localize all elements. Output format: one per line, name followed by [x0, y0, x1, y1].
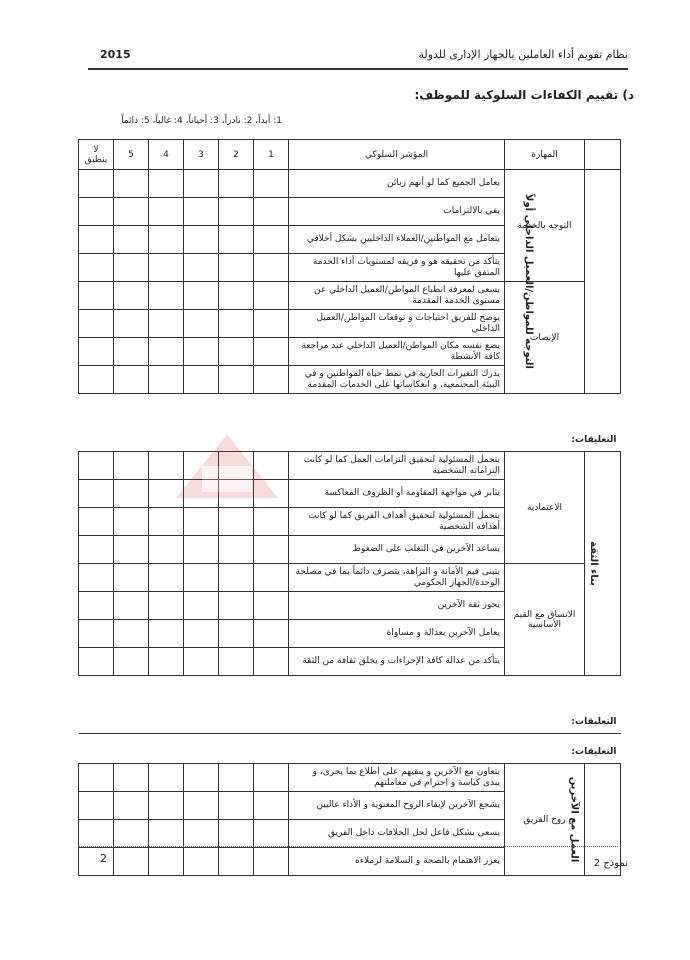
behavior-indicator: يتأكد من تحقيقه هو و فريقه لمستويات أداء الخدمة المتفق عليها	[289, 254, 505, 282]
rating-cell[interactable]	[114, 226, 149, 254]
rating-cell[interactable]	[114, 764, 149, 792]
table-header-row	[79, 140, 621, 170]
skill-cell: الإنصات	[505, 282, 585, 394]
rating-cell[interactable]	[149, 198, 184, 226]
rating-cell[interactable]	[114, 452, 149, 480]
rating-cell[interactable]	[184, 564, 219, 592]
rating-cell[interactable]	[184, 764, 219, 792]
behavior-indicator: يحوز ثقة الآخرين	[289, 592, 505, 620]
rating-cell[interactable]	[219, 648, 254, 676]
rating-cell[interactable]	[149, 792, 184, 820]
rating-cell[interactable]	[184, 536, 219, 564]
section-title: د) تقييم الكفاءات السلوكية للموظف:	[414, 88, 634, 102]
rating-cell[interactable]	[114, 592, 149, 620]
watermark-logo	[172, 432, 282, 506]
not-applicable-cell[interactable]	[79, 648, 114, 676]
not-applicable-cell[interactable]	[79, 310, 114, 338]
rating-cell[interactable]	[114, 310, 149, 338]
behavior-indicator: يسعى لمعرفة انطباع المواطن/العميل الداخلي عن مستوى الخدمة المقدمة	[289, 282, 505, 310]
not-applicable-cell[interactable]	[79, 848, 114, 876]
rating-cell[interactable]	[254, 338, 289, 366]
not-applicable-cell[interactable]	[79, 564, 114, 592]
rating-cell[interactable]	[254, 198, 289, 226]
not-applicable-cell[interactable]	[79, 226, 114, 254]
not-applicable-cell[interactable]	[79, 764, 114, 792]
rating-cell[interactable]	[219, 310, 254, 338]
skill-cell: الاعتمادية	[505, 452, 585, 564]
rating-cell[interactable]	[149, 620, 184, 648]
rating-cell[interactable]	[219, 226, 254, 254]
rating-3-header: 3	[184, 140, 219, 170]
rating-cell[interactable]	[219, 620, 254, 648]
rating-cell[interactable]	[184, 226, 219, 254]
behavior-indicator: يعامل الجميع كما لو أنهم زبائن	[289, 170, 505, 198]
rating-cell[interactable]	[184, 848, 219, 876]
rating-cell[interactable]	[184, 366, 219, 394]
rating-cell[interactable]	[149, 226, 184, 254]
rating-cell[interactable]	[184, 820, 219, 848]
not-applicable-cell[interactable]	[79, 508, 114, 536]
rating-cell[interactable]	[254, 536, 289, 564]
not-applicable-cell[interactable]	[79, 536, 114, 564]
rating-cell[interactable]	[254, 226, 289, 254]
rating-cell[interactable]	[114, 536, 149, 564]
rating-cell[interactable]	[184, 170, 219, 198]
rating-cell[interactable]	[114, 820, 149, 848]
rating-cell[interactable]	[219, 820, 254, 848]
competency-area-label: بناء الثقة	[588, 541, 600, 586]
rating-cell[interactable]	[254, 620, 289, 648]
rating-cell[interactable]	[114, 338, 149, 366]
indicator-row	[79, 564, 621, 592]
not-applicable-cell[interactable]	[79, 338, 114, 366]
rating-cell[interactable]	[149, 592, 184, 620]
rating-cell[interactable]	[114, 366, 149, 394]
rating-cell[interactable]	[114, 170, 149, 198]
rating-cell[interactable]	[254, 254, 289, 282]
skill-cell: روح الفريق	[505, 764, 585, 876]
rating-cell[interactable]	[184, 592, 219, 620]
competency-area-label: التوجه للمواطن/العميل الداخلي أولاً	[523, 194, 535, 369]
rating-cell[interactable]	[219, 764, 254, 792]
comments-row[interactable]	[79, 676, 621, 734]
not-applicable-cell[interactable]	[79, 282, 114, 310]
rating-cell[interactable]	[254, 648, 289, 676]
indicator-header: المؤشر السلوكي	[289, 140, 505, 170]
behavior-indicator: يشجع الآخرين لإبقاء الروح المعنوية و الأداء عاليين	[289, 792, 505, 820]
indicator-row	[79, 452, 621, 480]
page-header	[88, 46, 628, 70]
rating-cell[interactable]	[149, 764, 184, 792]
rating-cell[interactable]	[114, 508, 149, 536]
competency-table	[78, 139, 621, 876]
rating-cell[interactable]	[149, 254, 184, 282]
rating-cell[interactable]	[149, 282, 184, 310]
rating-cell[interactable]	[254, 366, 289, 394]
header-year: 2015	[100, 48, 131, 61]
indicator-row	[79, 282, 621, 310]
rating-5-header: 5	[114, 140, 149, 170]
indicator-row	[79, 170, 621, 198]
rating-cell[interactable]	[149, 170, 184, 198]
rating-cell[interactable]	[184, 198, 219, 226]
behavior-indicator: يوضح للفريق احتياجات و توقعات المواطن/العميل الداخلي	[289, 310, 505, 338]
rating-cell[interactable]	[219, 198, 254, 226]
rating-cell[interactable]	[149, 310, 184, 338]
rating-cell[interactable]	[219, 564, 254, 592]
rating-cell[interactable]	[149, 508, 184, 536]
document-title: نظام تقويم أداء العاملين بالجهاز الإدارى للدولة	[418, 48, 628, 61]
behavior-indicator: يساعد الآخرين في التغلب على الضغوط	[289, 536, 505, 564]
not-applicable-header: لا ينطبق	[79, 140, 114, 170]
behavior-indicator: يتعاون مع الآخرين و يبقيهم على اطلاع بما يجرى، و يبدى كياسة و احترام في معاملتهم	[289, 764, 505, 792]
rating-cell[interactable]	[114, 848, 149, 876]
competency-area-label: العمل مع الآخرين	[567, 776, 579, 863]
rating-cell[interactable]	[254, 564, 289, 592]
rating-cell[interactable]	[254, 820, 289, 848]
rating-cell[interactable]	[254, 170, 289, 198]
page-number: 2	[100, 852, 107, 865]
not-applicable-cell[interactable]	[79, 592, 114, 620]
rating-cell[interactable]	[184, 648, 219, 676]
rating-cell[interactable]	[114, 282, 149, 310]
rating-cell[interactable]	[149, 338, 184, 366]
behavior-indicator: يتحمل المسئولية لتحقيق التزامات العمل كما لو كانت التزاماته الشخصية	[289, 452, 505, 480]
behavior-indicator: يعامل الآخرين بعدالة و مساواة	[289, 620, 505, 648]
rating-cell[interactable]	[184, 508, 219, 536]
skill-header: المهارة	[505, 140, 585, 170]
comments-row[interactable]	[79, 394, 621, 452]
not-applicable-cell[interactable]	[79, 254, 114, 282]
rating-1-header: 1	[254, 140, 289, 170]
rating-cell[interactable]	[254, 508, 289, 536]
rating-cell[interactable]	[254, 592, 289, 620]
not-applicable-cell[interactable]	[79, 480, 114, 508]
rating-cell[interactable]	[219, 170, 254, 198]
behavior-indicator: يتحمل المسئولية لتحقيق أهداف الفريق كما لو كانت أهدافه الشخصية	[289, 508, 505, 536]
rating-cell[interactable]	[184, 338, 219, 366]
rating-cell[interactable]	[219, 366, 254, 394]
not-applicable-cell[interactable]	[79, 198, 114, 226]
rating-cell[interactable]	[114, 198, 149, 226]
rating-cell[interactable]	[149, 564, 184, 592]
not-applicable-cell[interactable]	[79, 170, 114, 198]
comments-label: التعليقات:	[79, 394, 621, 452]
rating-cell[interactable]	[149, 820, 184, 848]
rating-cell[interactable]	[219, 254, 254, 282]
rating-cell[interactable]	[114, 648, 149, 676]
rating-scale-legend: 1: أبداً، 2: نادراً، 3: أحياناً، 4: غالباً، 5: دائماً	[121, 116, 282, 126]
not-applicable-cell[interactable]	[79, 820, 114, 848]
skill-cell: التوجه بالخدمة	[505, 170, 585, 282]
rating-cell[interactable]	[219, 282, 254, 310]
comments-label: التعليقات:	[79, 676, 621, 734]
rating-cell[interactable]	[114, 620, 149, 648]
behavior-indicator: يتعامل مع المواطنين/العملاء الداخليين بشكل أخلاقي	[289, 226, 505, 254]
rating-cell[interactable]	[219, 338, 254, 366]
rating-cell[interactable]	[254, 282, 289, 310]
rating-cell[interactable]	[184, 792, 219, 820]
behavior-indicator: يتأكد من عدالة كافة الإجراءات و يخلق ثقافة من الثقة	[289, 648, 505, 676]
rating-cell[interactable]	[254, 848, 289, 876]
not-applicable-cell[interactable]	[79, 620, 114, 648]
model-label: نموذج 2	[593, 858, 628, 869]
rating-cell[interactable]	[219, 508, 254, 536]
not-applicable-cell[interactable]	[79, 792, 114, 820]
rating-cell[interactable]	[184, 282, 219, 310]
not-applicable-cell[interactable]	[79, 452, 114, 480]
rating-cell[interactable]	[254, 764, 289, 792]
rating-cell[interactable]	[114, 564, 149, 592]
behavior-indicator: يدرك التغيرات الجارية في نمط حياة المواطنين و في البيئة المجتمعية، و انعكاساتها على الخدمات المقدمة	[289, 366, 505, 394]
rating-cell[interactable]	[254, 310, 289, 338]
behavior-indicator: يعزز الاهتمام بالصحة و السلامة لزملاءه	[289, 848, 505, 876]
rating-cell[interactable]	[184, 310, 219, 338]
rating-cell[interactable]	[149, 536, 184, 564]
rating-cell[interactable]	[114, 480, 149, 508]
rating-cell[interactable]	[114, 792, 149, 820]
indicator-row	[79, 764, 621, 792]
behavior-indicator: يسعى بشكل فاعل لحل الخلافات داخل الفريق	[289, 820, 505, 848]
rating-cell[interactable]	[219, 536, 254, 564]
comments-label: التعليقات:	[79, 734, 621, 764]
rating-cell[interactable]	[254, 792, 289, 820]
rating-2-header: 2	[219, 140, 254, 170]
rating-cell[interactable]	[114, 254, 149, 282]
rating-cell[interactable]	[184, 620, 219, 648]
behavior-indicator: يضع نفسه مكان المواطن/العميل الداخلي عند مراجعة كافة الأنشطة	[289, 338, 505, 366]
rating-cell[interactable]	[184, 254, 219, 282]
footer-divider	[78, 846, 618, 847]
rating-cell[interactable]	[219, 848, 254, 876]
area-header	[585, 140, 621, 170]
rating-cell[interactable]	[149, 366, 184, 394]
behavior-indicator: يثابر في مواجهة المقاومة أو الظروف المعاكسة	[289, 480, 505, 508]
rating-cell[interactable]	[219, 592, 254, 620]
not-applicable-cell[interactable]	[79, 366, 114, 394]
rating-cell[interactable]	[149, 848, 184, 876]
skill-cell: الاتساق مع القيم الأساسية	[505, 564, 585, 676]
behavior-indicator: يفي بالالتزامات	[289, 198, 505, 226]
rating-4-header: 4	[149, 140, 184, 170]
competency-area	[585, 452, 621, 676]
rating-cell[interactable]	[219, 792, 254, 820]
comments-row[interactable]	[79, 734, 621, 764]
rating-cell[interactable]	[149, 648, 184, 676]
behavior-indicator: يتبنى قيم الأمانة و النزاهة، يتصرف دائماً بما في مصلحة الوحدة/الجهاز الحكومي	[289, 564, 505, 592]
